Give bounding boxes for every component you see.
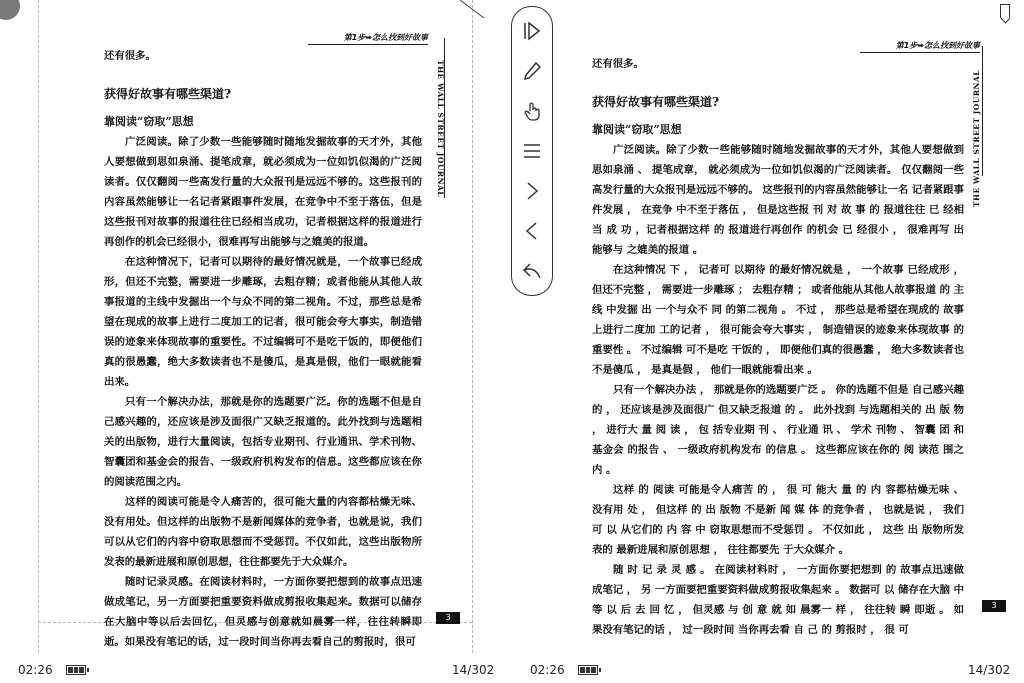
menu-icon[interactable] <box>516 135 548 167</box>
spine-title: THE WALL STREET JOURNAL <box>972 70 981 208</box>
paragraph: 还有很多。 <box>104 50 156 62</box>
spine-title: THE WALL STREET JOURNAL <box>436 60 445 198</box>
running-header: 第1步➡怎么找到好故事 <box>343 33 428 42</box>
battery-icon <box>578 665 598 675</box>
paragraph: 在这种情况下，记者可以期待的最好情况就是，一个故事已经成形，但还不完整，需要进一步雕琢，去粗存精；或者他能从其他人故事报道的主线中发掘出一个与众不同的第二视角。不过，那些总是希望在现成的故事上进行二度加工的记者，很可能会夸大事实，制造错误的迹象来体现故事的重要性。不过编辑可不是吃干饭的，即便他们真的很愚蠢，绝大多数读者也不是傻瓜，是真是假，他们一眼就能看出来。 <box>104 256 422 388</box>
paragraph: 随时记录灵感。在阅读材料时，一方面你要把想到的故事点迅速做成笔记，另一方面要把重要资料做成剪报收集起来。数据可以储存在大脑中等以后去回忆，但灵感与创意就如晨雾一样，往往转瞬即逝。如果没有笔记的话，过一段时间当你再去看自己的剪报时，很可 <box>104 576 422 648</box>
section-heading: 获得好故事有哪些渠道? <box>104 87 232 101</box>
subsection-heading: 靠阅读“窃取”思想 <box>592 123 682 136</box>
paragraph: 还有很多。 <box>592 58 644 70</box>
reader-toolbar <box>511 6 553 296</box>
page-progress: 14/302 <box>452 663 495 677</box>
floating-dot[interactable] <box>0 0 20 20</box>
battery-icon <box>66 665 86 675</box>
paragraph: 在这种情况 下 ， 记者可 以期待 的最好情况就是 ， 一个故事 已经成形 ， 但还不完整 ， 需要进一步雕琢 ； 去粗存精 ； 或者他能从其他人故事报道 的 主线 中发掘 出 一个与众不 同 的第二视角 。 不过 ， 那些总是希望在现成的 故事 上进行二度加 工的记者 ， 很可能会夸大事实 ， 制造错误的迹象来体现故事 的重要性 。 不过编辑 可不是吃 干饭的 ， 即便他们真的很愚蠢 ， 绝大多数读者也不是傻瓜 ， 是真是假 ， 他们一眼就能看出来 。 <box>592 264 964 376</box>
header-rule <box>308 44 428 45</box>
back-icon[interactable] <box>516 255 548 287</box>
page-progress: 14/302 <box>968 663 1011 677</box>
page-body <box>104 46 422 652</box>
running-header: 第1步➡怎么找到好故事 <box>895 41 980 50</box>
section-heading: 获得好故事有哪些渠道? <box>592 95 720 109</box>
paragraph: 广泛阅读。除了少数一些能够随时随地发掘故事的天才外，其他人要想做到思如泉涌 、 提笔成章， 就必须成为一位如饥似渴的广泛阅读者。 仅仅翻阅一些高发行量的大众报刊是远远不够的。 这些报刊的内容虽然能够让一名 记者紧跟事件发展 ， 在竞争 中不至于落伍 ， 但是这些报 刊 对 故 事 的 报道往往 已 经相 当 成 功 ，记者根据这样 的 报道进行再创作 的机会 已 经很小 ， 很难再写 出 能够与 之媲美的报道 。 <box>592 144 964 256</box>
right-page-pane <box>512 0 1024 683</box>
page-body <box>592 54 964 640</box>
bookmark-icon[interactable] <box>1000 4 1010 18</box>
page-number: 3 <box>982 600 1006 612</box>
spine-rule <box>982 46 983 176</box>
corner-fold-icon[interactable] <box>460 0 484 18</box>
clock: 02:26 <box>530 663 565 677</box>
margin-guide <box>472 0 473 653</box>
touch-icon[interactable] <box>516 95 548 127</box>
subsection-heading: 靠阅读“窃取”思想 <box>104 115 194 128</box>
paragraph: 只有一个解决办法，那就是你的选题要广泛。你的选题不但是自己感兴趣的，还应该是涉及面很广又缺乏报道的。此外找到与选题相关的出版物，进行大量阅读，包括专业期刊、行业通讯、学术刊物、智囊团和基金会的报告、一级政府机构发布的信息。这些都应该在你的阅读范围之内。 <box>104 396 422 488</box>
paragraph: 这样的阅读可能是令人痛苦的，很可能大量的内容都枯燥无味、没有用处。但这样的出版物不是新闻媒体的竞争者，也就是说，我们可以从它们的内容中窃取思想而不受惩罚。不仅如此，这些出版物所发表的最新进展和原创思想，往往都要先于大众媒介。 <box>104 496 422 568</box>
pen-icon[interactable] <box>516 55 548 87</box>
paragraph: 只有一个解决办法 ， 那就是你的选题要广泛 。 你的选题不但是 自己感兴趣的 ， 还应该是涉及面很广 但又缺乏报道 的 。 此外找到 与选题相关的 出 版 物 ， 进行大 量 阅 读 ， 包 括专业期 刊 、 行业通 讯 、 学术 刊物 、 智囊 团 和基金会 的报告 、 一级政府机构发布 的信息 。 这些都应该在你的 阅 读范 围之内 。 <box>592 384 964 476</box>
page-turn-icon[interactable] <box>516 15 548 47</box>
paragraph: 随 时 记 录 灵 感 。 在阅读材料时 ， 一方面你要把想到 的 故事点迅速做成笔记 ， 另 一方面要把重要资料做成剪报收集起来 。 数据可 以 储存在大脑 中 等 以 后 去 回 忆 ， 但灵感 与 创 意 就 如 晨雾一 样 ， 往往转 瞬 即逝 。 如果没有笔记的话 ， 过一段时间 当你再去看 自 己 的 剪报时 ， 很 可 <box>592 564 964 636</box>
clock: 02:26 <box>18 663 53 677</box>
paragraph: 这样 的 阅读 可能是令人痛苦 的 ， 很 可 能大 量 的 内 容都枯燥无味 、 没有用 处 ， 但这样 的 出 版物 不是新 闻 媒 体 的竞争者 ， 也就是说 ， 我们 可 以 从它们的 内 容 中 窃取思想而不受惩罚 。 不仅如此 ， 这些 出 版物所发表的 最新进展和原创思想 ， 往往都要先 于大众媒介 。 <box>592 484 964 556</box>
margin-guide <box>38 0 39 653</box>
paragraph: 广泛阅读。除了少数一些能够随时随地发掘故事的天才外，其他人要想做到思如泉涌、提笔成章，就必须成为一位如饥似渴的广泛阅读者。仅仅翻阅一些高发行量的大众报刊是远远不够的。这些报刊的内容虽然能够让一名记者紧跟事件发展，在竞争中不至于落伍，但是这些报刊对故事的报道往往已经相当成功，记者根据这样的报道进行再创作的机会已经很小，很难再写出能够与之媲美的报道。 <box>104 136 422 248</box>
page-number: 3 <box>436 612 460 624</box>
next-icon[interactable] <box>516 175 548 207</box>
header-rule <box>860 52 980 53</box>
prev-icon[interactable] <box>516 215 548 247</box>
